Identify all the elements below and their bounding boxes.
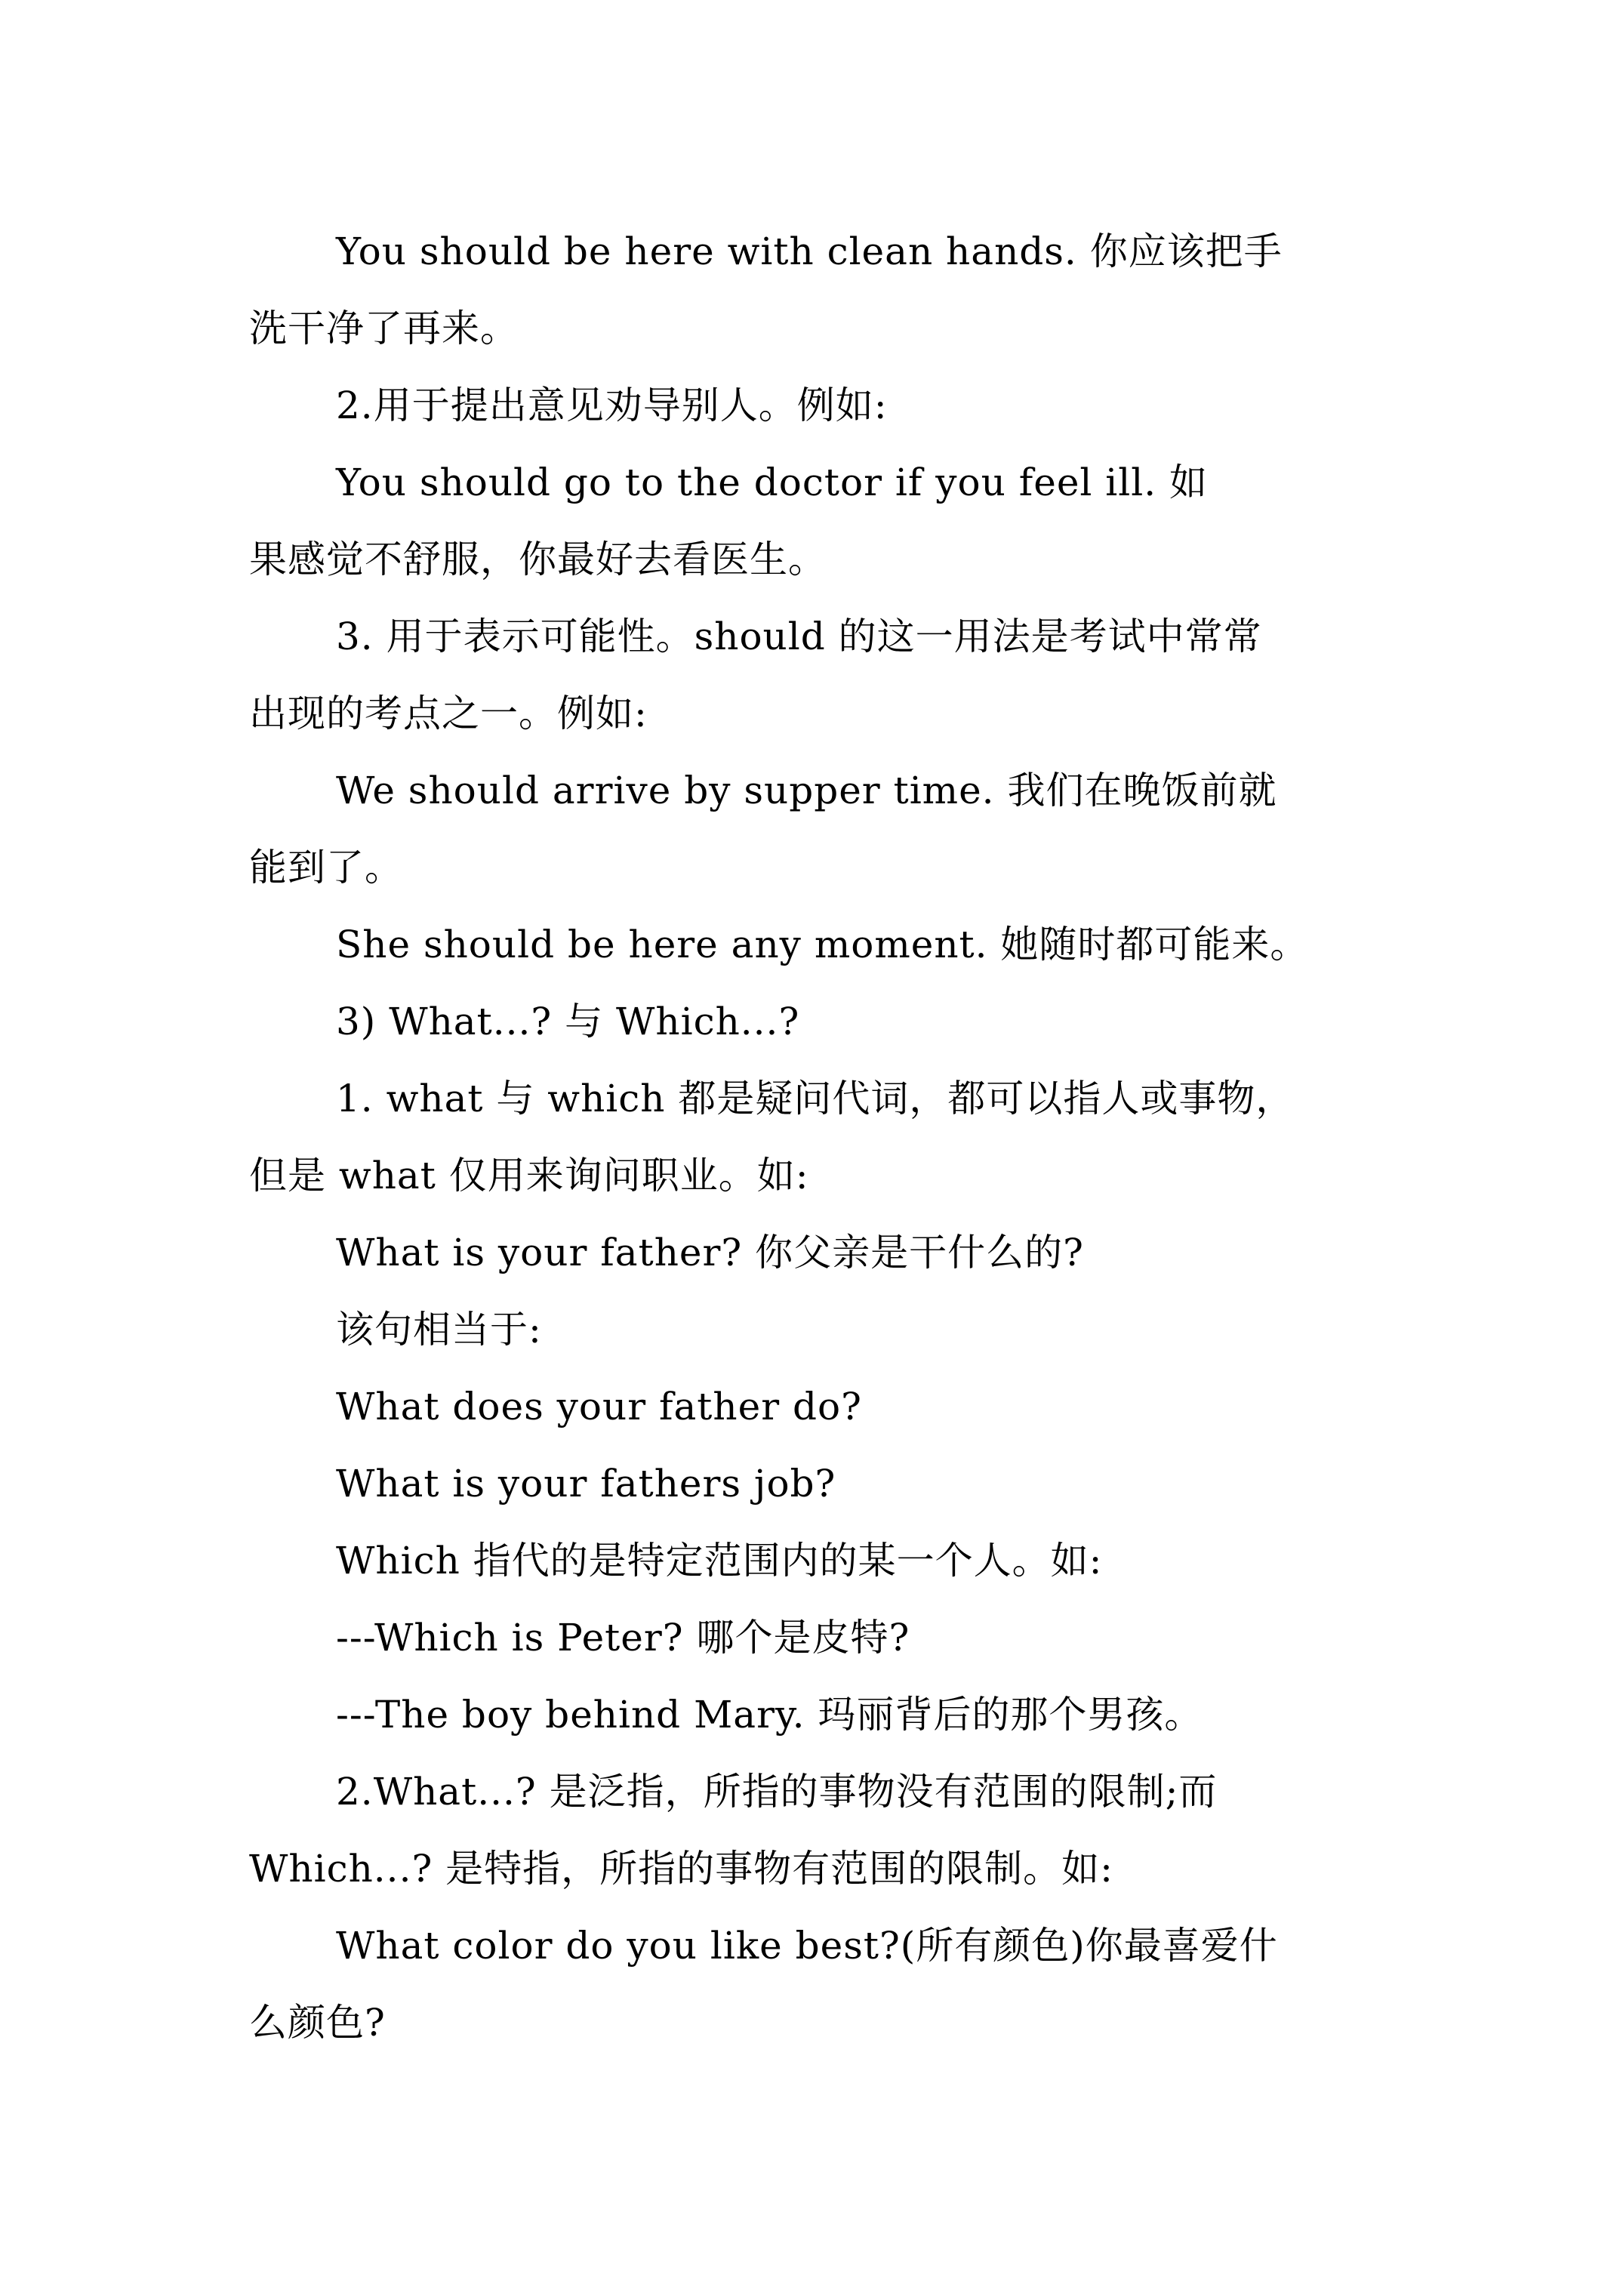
text-line: She should be here any moment. 她随时都可能来。 xyxy=(336,923,1309,966)
text-line: You should be here with clean hands. 你应该把手 xyxy=(336,230,1283,273)
text-line: 洗干净了再来。 xyxy=(249,307,519,350)
text-line: You should go to the doctor if you feel ill. 如 xyxy=(336,461,1209,504)
section-heading: 3) What...? 与 Which...? xyxy=(336,1000,800,1043)
text-line: 3. 用于表示可能性。should 的这一用法是考试中常常 xyxy=(336,615,1262,658)
text-line: What color do you like best?(所有颜色)你最喜爱什 xyxy=(336,1924,1278,1968)
text-line: 果感觉不舒服，你最好去看医生。 xyxy=(249,538,827,581)
text-line: 但是 what 仅用来询问职业。如: xyxy=(249,1154,809,1197)
text-line: We should arrive by supper time. 我们在晚饭前就 xyxy=(336,769,1277,812)
text-line: 1. what 与 which 都是疑问代词，都可以指人或事物， xyxy=(336,1077,1295,1120)
text-line: What does your father do? xyxy=(336,1385,862,1428)
text-line: What is your fathers job? xyxy=(336,1462,836,1505)
text-line: ---The boy behind Mary. 玛丽背后的那个男孩。 xyxy=(336,1693,1203,1737)
text-line: Which...? 是特指，所指的事物有范围的限制。如: xyxy=(249,1847,1114,1891)
text-line: What is your father? 你父亲是干什么的? xyxy=(336,1231,1084,1274)
text-line: 能到了。 xyxy=(249,846,403,889)
text-line: 么颜色? xyxy=(249,2001,386,2045)
document-body xyxy=(249,213,1389,2061)
text-line: ---Which is Peter? 哪个是皮特? xyxy=(336,1616,910,1660)
text-line: 出现的考点之一。例如: xyxy=(249,692,648,735)
text-line: 2.用于提出意见劝导别人。例如: xyxy=(336,384,888,427)
text-line: Which 指代的是特定范围内的某一个人。如: xyxy=(336,1539,1103,1583)
text-line: 2.What...? 是泛指，所指的事物没有范围的限制;而 xyxy=(336,1770,1218,1814)
text-line: 该句相当于: xyxy=(336,1308,542,1351)
